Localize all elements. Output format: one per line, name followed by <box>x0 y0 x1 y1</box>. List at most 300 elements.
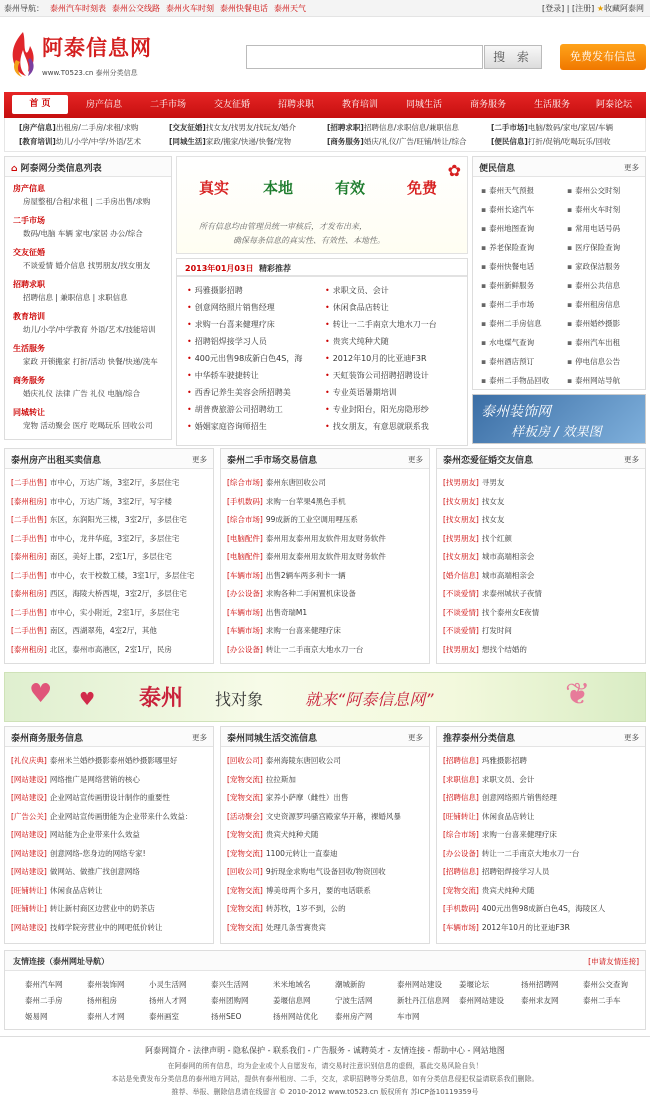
featured-item[interactable]: • 休闲食品店转让 <box>325 302 389 313</box>
list-item[interactable] <box>443 792 557 803</box>
list-item-tag[interactable]: [婚介信息] <box>443 570 479 580</box>
list-item-tag[interactable]: [综合市场] <box>227 478 263 487</box>
list-item-title[interactable]: 泰州用友泰州用友软件用友财务软件 <box>265 533 386 543</box>
list-item[interactable] <box>443 496 504 507</box>
list-item-tag[interactable]: [电脑配件] <box>227 533 263 543</box>
list-item-title[interactable]: 泰州东唐回收公司 <box>265 478 326 487</box>
apply-link-button[interactable]: [申请友情连接] <box>588 957 639 966</box>
list-item-tag[interactable]: [找男朋友] <box>443 533 479 543</box>
featured-item[interactable]: • 贵宾犬纯种犬随 <box>325 336 389 347</box>
list-item-tag[interactable]: [二手出售] <box>11 607 47 617</box>
list-item-title[interactable]: 找个红颜 <box>481 533 512 543</box>
list-item[interactable] <box>227 514 358 525</box>
list-item-title[interactable]: 北区，泰州市高港区，2室1厅，民房 <box>49 644 172 654</box>
list-item-title[interactable]: 市中心，龙井华庭，3室2厅，多层住宅 <box>49 533 180 543</box>
list-item[interactable] <box>443 811 534 822</box>
list-item-title[interactable]: 休闲食品店转让 <box>49 885 103 895</box>
list-item-tag[interactable]: [礼仪庆典] <box>11 756 47 765</box>
featured-item[interactable]: • 2012年10月的比亚迪F3R <box>325 353 427 364</box>
convenience-link[interactable] <box>567 337 620 348</box>
list-item-title[interactable]: 贵宾犬纯种犬随 <box>265 830 319 839</box>
list-item-title[interactable]: 玛雅摄影招聘 <box>481 756 527 765</box>
convenience-link[interactable] <box>567 356 620 367</box>
subnav-education[interactable]: [教育培训]幼儿/小学/中学/外语/艺术 <box>19 137 141 146</box>
cat-jobs[interactable]: 招聘求职 <box>13 280 45 289</box>
list-item[interactable] <box>443 588 542 599</box>
list-item-title[interactable]: 泰州海陵东唐回收公司 <box>265 756 341 765</box>
list-item[interactable] <box>443 755 527 766</box>
list-item-title[interactable]: 400元出售98成新白色4S，海陵区人 <box>481 904 606 913</box>
convenience-link[interactable] <box>567 185 620 196</box>
list-item[interactable] <box>227 588 356 599</box>
list-item-tag[interactable]: [宠物交流] <box>443 885 479 895</box>
list-item-tag[interactable]: [求职信息] <box>443 774 479 784</box>
list-item-tag[interactable]: [宠物交流] <box>227 793 263 802</box>
list-item-tag[interactable]: [二手出售] <box>11 533 47 543</box>
list-item-tag[interactable]: [二手出售] <box>11 478 47 487</box>
list-item[interactable] <box>11 922 162 933</box>
list-item-tag[interactable]: [宠物交流] <box>227 774 263 784</box>
friend-link[interactable]: 泰州房产网 <box>335 1012 373 1021</box>
list-item-tag[interactable]: [旺铺转让] <box>11 904 47 913</box>
business-more-link[interactable]: 更多 <box>192 733 207 742</box>
list-item-tag[interactable]: [回收公司] <box>227 867 263 876</box>
cat-transfer[interactable]: 同城转让 <box>13 408 45 417</box>
friend-link[interactable]: 扬州租房 <box>87 996 117 1005</box>
list-item[interactable] <box>11 829 140 840</box>
list-item[interactable] <box>227 625 341 636</box>
list-item-title[interactable]: 创意网络-您身边的网络专家! <box>49 848 146 858</box>
list-item-title[interactable]: 休闲食品店转让 <box>481 811 535 821</box>
list-item[interactable] <box>227 922 326 933</box>
subnav-convenience[interactable]: [便民信息]打折/促销/吃喝玩乐/回收 <box>491 137 611 146</box>
list-item-title[interactable]: 企业网站宣传画册设计制作的重要性 <box>49 793 170 802</box>
list-item-title[interactable]: 企业网站宣传画册能为企业带来什么效益： <box>49 811 193 821</box>
convenience-link[interactable] <box>481 242 534 253</box>
convenience-link[interactable] <box>481 318 542 329</box>
list-item[interactable] <box>443 829 557 840</box>
featured-item[interactable]: • 中华轿车驶捷转让 <box>187 370 259 381</box>
list-item-title[interactable]: 东区，东润阳光三楼，3室2厅，多层住宅 <box>49 515 187 524</box>
nav-city-life[interactable]: 同城生活 <box>405 100 442 110</box>
featured-item[interactable]: • 转让一二手南京大地水刀一台 <box>325 319 437 330</box>
list-item[interactable] <box>443 885 534 896</box>
friend-link[interactable]: 扬州招聘网 <box>521 980 559 989</box>
list-item[interactable] <box>11 477 179 488</box>
list-item[interactable] <box>443 477 504 488</box>
list-item[interactable] <box>11 496 172 507</box>
recommend-more-link[interactable]: 更多 <box>624 733 639 742</box>
friend-link[interactable]: 泰州装饰网 <box>87 980 125 989</box>
list-item-title[interactable]: 99成新的工业空调用哩压系 <box>265 515 358 524</box>
subnav-market[interactable]: [二手市场]电脑/数码/家电/家居/车辆 <box>491 123 613 132</box>
list-item[interactable] <box>227 755 341 766</box>
friend-link[interactable]: 扬州人才网 <box>149 996 187 1005</box>
list-item-title[interactable]: 城市高端相亲会 <box>481 552 535 561</box>
footer-links[interactable]: 阿泰网简介 - 法律声明 - 隐私保护 - 联系我们 - 广告服务 - 诚聘英才 - 友情连接 - 帮助中心 - 网站地图 <box>145 1046 505 1055</box>
list-item-title[interactable]: 转苏牧，1岁不到，公的 <box>265 904 346 913</box>
list-item-title[interactable]: 出售2辆车两多利卡一辆 <box>265 570 346 580</box>
list-item[interactable] <box>227 866 386 877</box>
friend-link[interactable]: 泰州团购网 <box>211 996 249 1005</box>
list-item-title[interactable]: 做网站、做推广找创意网络 <box>49 867 140 876</box>
convenience-link[interactable] <box>481 185 534 196</box>
list-item-title[interactable]: 寻男友 <box>481 478 505 487</box>
list-item-title[interactable]: 处理几条雪赛贵宾 <box>265 922 326 932</box>
nav-link-bus-schedule[interactable]: 泰州汽车时刻表 <box>50 4 106 13</box>
list-item-tag[interactable]: [网站建设] <box>11 774 47 784</box>
friend-link[interactable]: 泰州网站建设 <box>397 980 442 989</box>
list-item-title[interactable]: 市中心，实小附近，2室1厅，多层住宅 <box>49 607 180 617</box>
nav-link-bus-route[interactable]: 泰州公交线路 <box>112 4 160 13</box>
list-item-title[interactable]: 泰州米兰婚纱摄影泰州婚纱摄影哪里好 <box>49 756 178 765</box>
subnav-dating[interactable]: [交友征婚]找女友/找男友/找玩友/婚介 <box>169 123 296 132</box>
featured-item[interactable]: • 招聘铝焊接学习人员 <box>187 336 267 347</box>
list-item[interactable] <box>227 477 326 488</box>
list-item-title[interactable]: 市中心，万达广场，3室2厅，写字楼 <box>49 496 172 506</box>
featured-item[interactable]: • 400元出售98成新白色4S，海 <box>187 353 302 364</box>
featured-item[interactable]: • 求职文员、会计 <box>325 285 389 296</box>
list-item-tag[interactable]: [泰州租房] <box>11 496 47 506</box>
list-item-title[interactable]: 求购一台喜来健理疗床 <box>265 626 341 635</box>
convenience-link[interactable] <box>567 318 620 329</box>
matchmaking-banner[interactable] <box>4 672 646 722</box>
list-item-tag[interactable]: [宠物交流] <box>227 848 263 858</box>
list-item-tag[interactable]: [网站建设] <box>11 922 47 932</box>
list-item-title[interactable]: 1100元转让一直泰迪 <box>265 848 338 858</box>
featured-item[interactable]: • 创意网络照片销售经理 <box>187 302 275 313</box>
cat-business[interactable]: 商务服务 <box>13 376 45 385</box>
friend-link[interactable]: 泰州网站建设 <box>459 996 504 1005</box>
convenience-link[interactable] <box>481 204 534 215</box>
convenience-link[interactable] <box>481 337 534 348</box>
subnav-house[interactable]: [房产信息]出租房/二手房/求租/求购 <box>19 123 139 132</box>
list-item-tag[interactable]: [手机数码] <box>443 904 479 913</box>
list-item-tag[interactable]: [车辆市场] <box>443 922 479 932</box>
cat-house-links[interactable]: 房屋整租/合租/求租 | 二手房出售/求购 <box>23 197 151 206</box>
list-item-tag[interactable]: [找男朋友] <box>443 478 479 487</box>
list-item-title[interactable]: 城市高端相亲会 <box>481 570 535 580</box>
list-item-tag[interactable]: [不谈爱情] <box>443 607 479 617</box>
friend-link[interactable]: 宁波生活网 <box>335 996 373 1005</box>
cat-transfer-links[interactable]: 宠物 活动聚会 医疗 吃喝玩乐 回收公司 <box>23 421 153 430</box>
list-item[interactable] <box>11 551 172 562</box>
list-item-tag[interactable]: [招聘信息] <box>443 867 479 876</box>
list-item-tag[interactable]: [网站建设] <box>11 867 47 876</box>
list-item-tag[interactable]: [找女朋友] <box>443 515 479 524</box>
convenience-link[interactable] <box>481 280 534 291</box>
featured-item[interactable]: • 专业封阳台，阳光房隐形纱 <box>325 404 429 415</box>
list-item[interactable] <box>443 514 504 525</box>
nav-education[interactable]: 教育培训 <box>341 100 378 110</box>
list-item-title[interactable]: 转让一二手南京大地水刀一台 <box>265 644 364 654</box>
list-item-tag[interactable]: [旺铺转让] <box>11 885 47 895</box>
register-link[interactable]: [注册] <box>572 4 595 13</box>
friend-link[interactable]: 姜堰信息网 <box>273 996 311 1005</box>
list-item[interactable] <box>443 570 534 581</box>
friend-link[interactable]: 泰州画室 <box>149 1012 179 1021</box>
featured-item[interactable]: • 专业英语暑期培训 <box>325 387 397 398</box>
list-item[interactable] <box>443 607 539 618</box>
list-item-tag[interactable]: [网站建设] <box>11 830 47 839</box>
friend-link[interactable]: 泰兴生活网 <box>211 980 249 989</box>
house-more-link[interactable]: 更多 <box>192 455 207 464</box>
list-item-title[interactable]: 创意网络照片销售经理 <box>481 793 557 802</box>
convenience-link[interactable] <box>567 204 620 215</box>
list-item-tag[interactable]: [泰州租房] <box>11 644 47 654</box>
nav-link-weather[interactable]: 泰州天气 <box>274 4 306 13</box>
list-item-title[interactable]: 市中心，农干校数工楼，3室1厅，多层住宅 <box>49 570 195 580</box>
list-item[interactable] <box>443 866 549 877</box>
list-item-title[interactable]: 市中心，万达广场，3室2厅，多层住宅 <box>49 478 180 487</box>
dating-more-link[interactable]: 更多 <box>624 455 639 464</box>
list-item-tag[interactable]: [招聘信息] <box>443 793 479 802</box>
search-button[interactable]: 搜 索 <box>484 45 542 69</box>
list-item-tag[interactable]: [宠物交流] <box>227 922 263 932</box>
featured-item[interactable]: • 婚姻家庭咨询师招生 <box>187 421 267 432</box>
list-item-title[interactable]: 求职文员、会计 <box>481 774 535 784</box>
list-item-title[interactable]: 贵宾犬纯种犬随 <box>481 885 535 895</box>
list-item[interactable] <box>443 848 579 859</box>
list-item-tag[interactable]: [宠物交流] <box>227 830 263 839</box>
cat-life-service[interactable]: 生活服务 <box>13 344 45 353</box>
list-item-title[interactable]: 打发时间 <box>481 626 512 635</box>
list-item-tag[interactable]: [综合市场] <box>227 515 263 524</box>
convenience-link[interactable] <box>567 223 620 234</box>
cat-education-links[interactable]: 幼儿/小学/中学教育 外语/艺术/技能培训 <box>23 325 156 334</box>
cat-market-links[interactable]: 数码/电脑 车辆 家电/家居 办公/综合 <box>23 229 143 238</box>
list-item-title[interactable]: 找个泰州女E夜情 <box>481 607 540 617</box>
friend-link[interactable]: 泰州汽车网 <box>25 980 63 989</box>
friend-link[interactable]: 小灵生活网 <box>149 980 187 989</box>
list-item[interactable] <box>227 551 386 562</box>
list-item-tag[interactable]: [不谈爱情] <box>443 626 479 635</box>
convenience-link[interactable] <box>481 299 534 310</box>
featured-item[interactable]: • 找女朋友，有意思就联系我 <box>325 421 429 432</box>
list-item[interactable] <box>11 588 187 599</box>
list-item-title[interactable]: 博美母两个多月，要的电话联系 <box>265 885 371 895</box>
list-item-tag[interactable]: [活动聚会] <box>227 811 263 821</box>
subnav-business[interactable]: [商务服务]婚庆/礼仪/广告/旺铺/转让/综合 <box>327 137 467 146</box>
subnav-jobs[interactable]: [招聘求职]招聘信息/求职信息/兼职信息 <box>327 123 459 132</box>
cat-market[interactable]: 二手市场 <box>13 216 45 225</box>
nav-link-train[interactable]: 泰州火车时刻 <box>166 4 214 13</box>
list-item[interactable] <box>227 885 371 896</box>
market-more-link[interactable]: 更多 <box>408 455 423 464</box>
list-item-title[interactable]: 求购各种二手闲置机床设备 <box>265 589 356 598</box>
friend-link[interactable]: 姜堰论坛 <box>459 980 489 989</box>
list-item[interactable] <box>227 774 296 785</box>
list-item[interactable] <box>227 570 346 581</box>
nav-life-service[interactable]: 生活服务 <box>533 100 570 110</box>
list-item[interactable] <box>443 922 570 933</box>
list-item[interactable] <box>11 607 179 618</box>
list-item-title[interactable]: 文史资源罗玛骚宫殿家华开幕，裸婚风暴 <box>265 811 401 821</box>
convenience-link[interactable] <box>481 223 534 234</box>
cat-house[interactable]: 房产信息 <box>13 184 45 193</box>
friend-link[interactable]: 潮城新韵 <box>335 980 365 989</box>
convenience-link[interactable] <box>567 299 620 310</box>
promo-banner[interactable] <box>176 156 468 254</box>
convenience-link[interactable] <box>481 375 549 386</box>
list-item-tag[interactable]: [网站建设] <box>11 793 47 802</box>
list-item-tag[interactable]: [泰州租房] <box>11 552 47 561</box>
friend-link[interactable]: 扬州SEO <box>211 1012 242 1021</box>
friend-link[interactable]: 泰州求友网 <box>521 996 559 1005</box>
cat-education[interactable]: 教育培训 <box>13 312 45 321</box>
list-item[interactable] <box>443 625 512 636</box>
list-item-title[interactable]: 9折现金求购电气设备回收/物资回收 <box>265 867 386 876</box>
list-item-title[interactable]: 南区，西湖翠苑，4室2厅，其他 <box>49 626 157 635</box>
list-item[interactable] <box>227 644 363 655</box>
list-item[interactable] <box>227 607 307 618</box>
cat-life-service-links[interactable]: 家政 开锁搬家 打折/活动 快餐/快递/洗车 <box>23 357 158 366</box>
list-item-tag[interactable]: [回收公司] <box>227 756 263 765</box>
nav-house[interactable]: 房产信息 <box>85 100 122 110</box>
list-item-title[interactable]: 想找个结婚的 <box>481 644 527 654</box>
featured-item[interactable]: • 求购一台喜来健理疗床 <box>187 319 275 330</box>
list-item[interactable] <box>11 848 146 859</box>
list-item-title[interactable]: 西区，海陵大桥西堤，3室2厅，多层住宅 <box>49 589 187 598</box>
convenience-link[interactable] <box>567 375 620 386</box>
featured-item[interactable]: • 天虹装饰公司招聘招聘设计 <box>325 370 429 381</box>
list-item-tag[interactable]: [宠物交流] <box>227 885 263 895</box>
cat-jobs-links[interactable]: 招聘信息 | 兼职信息 | 求职信息 <box>23 293 128 302</box>
list-item-title[interactable]: 求购一台苹果4黑色手机 <box>265 496 346 506</box>
friend-link[interactable]: 泰州二手房 <box>25 996 63 1005</box>
convenience-link[interactable] <box>567 261 620 272</box>
list-item[interactable] <box>11 885 102 896</box>
list-item[interactable] <box>443 774 534 785</box>
convenience-more-link[interactable]: 更多 <box>624 163 639 172</box>
list-item-title[interactable]: 求购一台喜来健理疗床 <box>481 830 557 839</box>
friend-link[interactable]: 泰州二手车 <box>583 996 621 1005</box>
citylife-more-link[interactable]: 更多 <box>408 733 423 742</box>
list-item[interactable] <box>11 514 187 525</box>
subnav-city-life[interactable]: [同城生活]家政/搬家/快递/快餐/宠物 <box>169 137 291 146</box>
list-item[interactable] <box>443 551 534 562</box>
friend-link[interactable]: 泰州公交查询 <box>583 980 628 989</box>
list-item[interactable] <box>227 829 318 840</box>
list-item-tag[interactable]: [找男朋友] <box>443 644 479 654</box>
decor-ad-banner[interactable] <box>472 394 646 444</box>
list-item-tag[interactable]: [办公设备] <box>227 644 263 654</box>
nav-home[interactable]: 首 页 <box>12 95 68 114</box>
nav-market[interactable]: 二手市场 <box>149 100 186 110</box>
featured-item[interactable]: • 玛雅摄影招聘 <box>187 285 243 296</box>
list-item-tag[interactable]: [车辆市场] <box>227 626 263 635</box>
list-item-tag[interactable]: [电脑配件] <box>227 552 263 561</box>
list-item[interactable] <box>11 903 155 914</box>
bookmark-link[interactable]: 收藏阿泰网 <box>604 4 644 13</box>
list-item-title[interactable]: 出售奇瑞M1 <box>265 607 308 617</box>
list-item-title[interactable]: 拉拉斯加 <box>265 774 296 784</box>
list-item-tag[interactable]: [二手出售] <box>11 515 47 524</box>
convenience-link[interactable] <box>567 280 620 291</box>
list-item-title[interactable]: 网络推广是网络营销的核心 <box>49 774 140 784</box>
list-item-tag[interactable]: [办公设备] <box>227 589 263 598</box>
list-item-tag[interactable]: [办公设备] <box>443 848 479 858</box>
list-item[interactable] <box>443 903 605 914</box>
site-logo[interactable] <box>8 30 168 82</box>
friend-link[interactable]: 车市网 <box>397 1012 420 1021</box>
list-item-tag[interactable]: [广告公关] <box>11 811 47 821</box>
search-input[interactable] <box>246 45 483 69</box>
list-item-title[interactable]: 转让新村商区边营业中的奶茶店 <box>49 904 155 913</box>
list-item-tag[interactable]: [找女朋友] <box>443 496 479 506</box>
list-item-tag[interactable]: [车辆市场] <box>227 607 263 617</box>
list-item-title[interactable]: 求泰州城状子夜情 <box>481 589 542 598</box>
friend-link[interactable]: 新牡丹江信息网 <box>397 996 450 1005</box>
list-item-title[interactable]: 2012年10月的比亚迪F3R <box>481 922 570 932</box>
list-item-tag[interactable]: [不谈爱情] <box>443 589 479 598</box>
list-item-tag[interactable]: [综合市场] <box>443 830 479 839</box>
nav-business[interactable]: 商务服务 <box>469 100 506 110</box>
list-item-title[interactable]: 技师学院旁营业中的网吧低价转让 <box>49 922 163 932</box>
list-item[interactable] <box>227 792 348 803</box>
list-item-tag[interactable]: [旺铺转让] <box>443 811 479 821</box>
publish-button[interactable]: 免费发布信息 <box>560 44 646 70</box>
cat-dating-links[interactable]: 不谈爱情 婚介信息 找男朋友/找女朋友 <box>23 261 151 270</box>
list-item[interactable] <box>227 496 346 507</box>
list-item-title[interactable]: 网站能为企业带来什么效益 <box>49 830 140 839</box>
login-link[interactable]: [登录] <box>542 4 565 13</box>
list-item[interactable] <box>227 533 386 544</box>
list-item-tag[interactable]: [泰州租房] <box>11 589 47 598</box>
list-item-title[interactable]: 转让一二手南京大地水刀一台 <box>481 848 580 858</box>
list-item-tag[interactable]: [找女朋友] <box>443 552 479 561</box>
list-item-tag[interactable]: [二手出售] <box>11 626 47 635</box>
list-item-title[interactable]: 泰州用友泰州用友软件用友财务软件 <box>265 552 386 561</box>
nav-forum[interactable]: 阿泰论坛 <box>595 100 632 110</box>
nav-link-fastfood[interactable]: 泰州快餐电话 <box>220 4 268 13</box>
list-item[interactable] <box>11 811 192 822</box>
friend-link[interactable]: 扬州网站优化 <box>273 1012 318 1021</box>
list-item-title[interactable]: 南区，美好上郡，2室1厅，多层住宅 <box>49 552 172 561</box>
list-item-tag[interactable]: [网站建设] <box>11 848 47 858</box>
convenience-link[interactable] <box>567 242 620 253</box>
list-item-tag[interactable]: [招聘信息] <box>443 756 479 765</box>
convenience-link[interactable] <box>481 356 534 367</box>
list-item[interactable] <box>11 774 140 785</box>
list-item[interactable] <box>443 533 512 544</box>
friend-link[interactable]: 泰州人才网 <box>87 1012 125 1021</box>
featured-item[interactable]: • 胡普费旅游公司招聘幼工 <box>187 404 283 415</box>
list-item-title[interactable]: 找女友 <box>481 496 505 506</box>
convenience-link[interactable] <box>481 261 534 272</box>
friend-link[interactable]: 姬易网 <box>25 1012 48 1021</box>
nav-jobs[interactable]: 招聘求职 <box>277 100 314 110</box>
featured-item[interactable]: • 西香记养生美容会所招聘美 <box>187 387 291 398</box>
cat-dating[interactable]: 交友征婚 <box>13 248 45 257</box>
list-item[interactable] <box>11 644 172 655</box>
list-item[interactable] <box>11 570 194 581</box>
friend-link[interactable]: 米米地域名 <box>273 980 311 989</box>
list-item[interactable] <box>11 533 179 544</box>
list-item[interactable] <box>227 811 401 822</box>
list-item[interactable] <box>11 755 177 766</box>
list-item-title[interactable]: 找女友 <box>481 515 505 524</box>
cat-business-links[interactable]: 婚庆礼仪 法律 广告 礼仪 电脑/综合 <box>23 389 141 398</box>
list-item-title[interactable]: 招聘铝焊接学习人员 <box>481 867 550 876</box>
list-item[interactable] <box>443 644 527 655</box>
list-item-tag[interactable]: [二手出售] <box>11 570 47 580</box>
list-item[interactable] <box>11 792 170 803</box>
list-item[interactable] <box>227 848 337 859</box>
list-item-title[interactable]: 家养小萨摩（雌性）出售 <box>265 793 349 802</box>
list-item-tag[interactable]: [车辆市场] <box>227 570 263 580</box>
nav-dating[interactable]: 交友征婚 <box>213 100 250 110</box>
